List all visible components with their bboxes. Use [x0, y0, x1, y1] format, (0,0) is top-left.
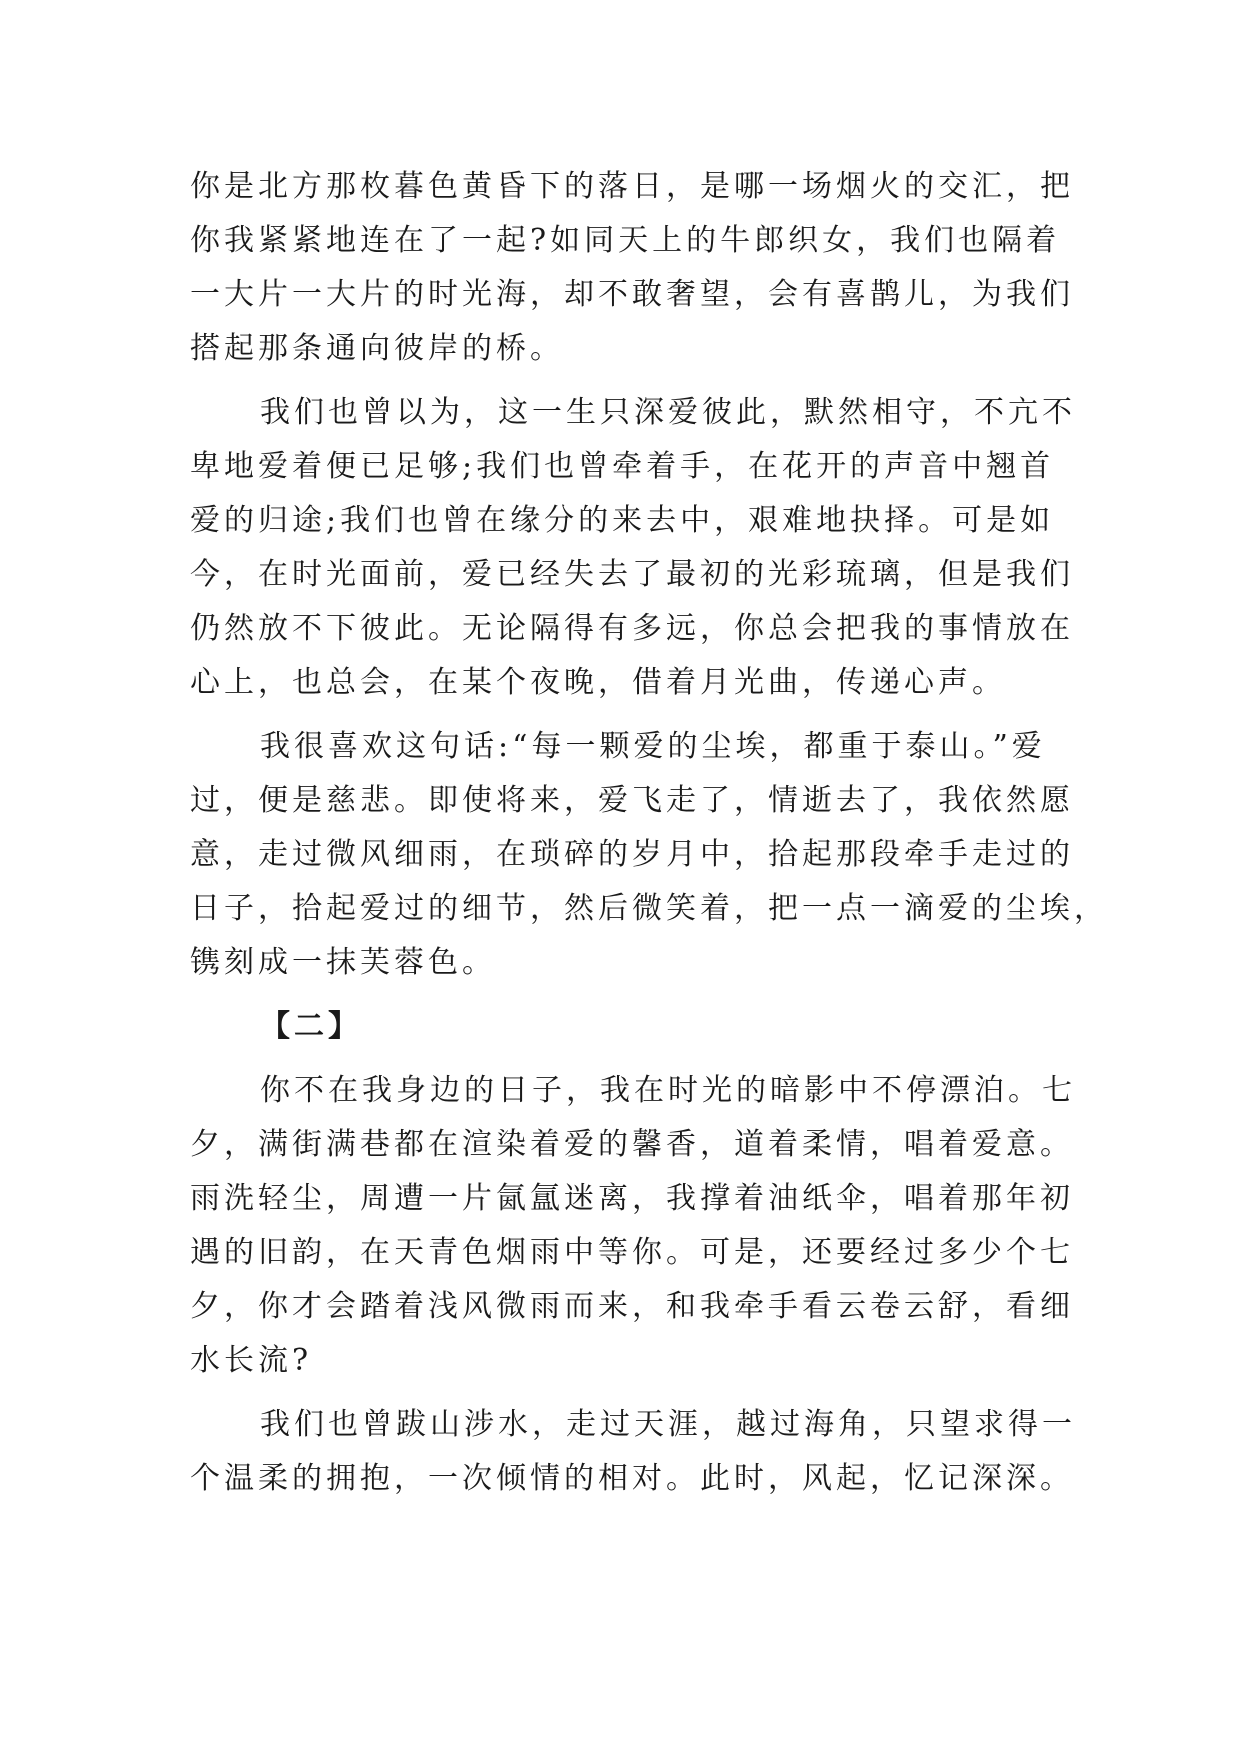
document-body [190, 160, 1108, 1506]
text-line: 遇的旧韵，在天青色烟雨中等你。可是，还要经过多少个七 [190, 1235, 1074, 1270]
text-line: 雨洗轻尘，周遭一片氤氲迷离，我撑着油纸伞，唱着那年初 [190, 1181, 1074, 1216]
text-line: 爱的归途;我们也曾在缘分的来去中，艰难地抉择。可是如 [190, 503, 1055, 538]
text-line: 仍然放不下彼此。无论隔得有多远，你总会把我的事情放在 [190, 611, 1074, 646]
text-line: 我们也曾跋山涉水，走过天涯，越过海角，只望求得一 [260, 1407, 1076, 1442]
paragraph [190, 160, 1074, 376]
section-heading-text: 【二】 [260, 1009, 362, 1044]
text-line: 你我紧紧地连在了一起?如同天上的牛郎织女，我们也隔着 [190, 223, 1061, 258]
section-heading [190, 1000, 1050, 1054]
text-line: 你不在我身边的日子，我在时光的暗影中不停漂泊。七 [260, 1073, 1076, 1108]
text-line: 你是北方那枚暮色黄昏下的落日，是哪一场烟火的交汇，把 [190, 169, 1074, 204]
text-line: 卑地爱着便已足够;我们也曾牵着手，在花开的声音中翘首 [190, 449, 1055, 484]
text-line: 心上，也总会，在某个夜晚，借着月光曲，传递心声。 [190, 665, 1006, 700]
text-line: 夕，满街满巷都在渲染着爱的馨香，道着柔情，唱着爱意。 [190, 1127, 1074, 1162]
text-line: 我很喜欢这句话:“每一颗爱的尘埃，都重于泰山。”爱 [260, 729, 1046, 764]
paragraph [190, 720, 1108, 990]
text-line: 意，走过微风细雨，在琐碎的岁月中，拾起那段牵手走过的 [190, 837, 1074, 872]
paragraph [190, 1064, 1076, 1388]
text-line: 日子，拾起爱过的细节，然后微笑着，把一点一滴爱的尘埃， [190, 891, 1108, 926]
paragraph [190, 1398, 1076, 1506]
text-line: 水长流? [190, 1343, 313, 1378]
text-line: 过，便是慈悲。即使将来，爱飞走了，情逝去了，我依然愿 [190, 783, 1074, 818]
text-line: 我们也曾以为，这一生只深爱彼此，默然相守，不亢不 [260, 395, 1076, 430]
text-line: 一大片一大片的时光海，却不敢奢望，会有喜鹊儿，为我们 [190, 277, 1074, 312]
paragraph [190, 386, 1076, 710]
text-line: 个温柔的拥抱，一次倾情的相对。此时，风起，忆记深深。 [190, 1461, 1074, 1496]
text-line: 今，在时光面前，爱已经失去了最初的光彩琉璃，但是我们 [190, 557, 1074, 592]
text-line: 镌刻成一抹芙蓉色。 [190, 945, 496, 980]
text-line: 搭起那条通向彼岸的桥。 [190, 331, 564, 366]
text-line: 夕，你才会踏着浅风微雨而来，和我牵手看云卷云舒，看细 [190, 1289, 1074, 1324]
